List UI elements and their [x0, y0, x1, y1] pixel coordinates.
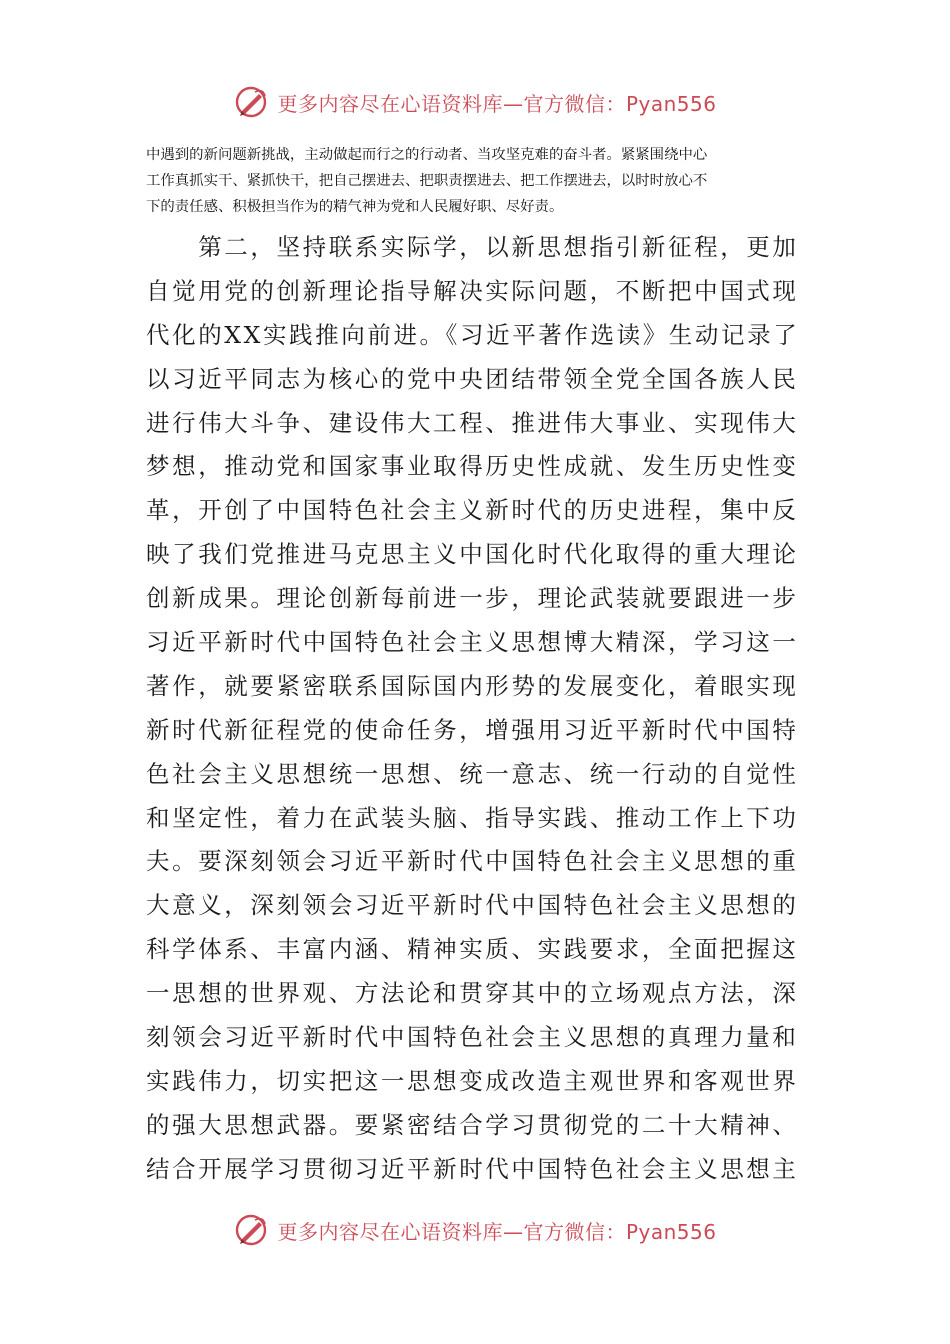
body-line: 色社会主义思想统一思想、统一意志、统一行动的自觉性: [146, 759, 799, 788]
header-banner: [0, 80, 950, 124]
intro-line: 下的责任感、积极担当作为的精气神为党和人民履好职、尽好责。: [146, 199, 564, 215]
body-line: 梦想，推动党和国家事业取得历史性成就、发生历史性变: [146, 452, 799, 481]
body-line: 一思想的世界观、方法论和贯穿其中的立场观点方法，深: [146, 979, 799, 1008]
pen-circle-icon: [233, 1212, 269, 1248]
pen-circle-icon: [233, 84, 269, 120]
body-line: 夫。要深刻领会习近平新时代中国特色社会主义思想的重: [146, 847, 799, 876]
body-line: 创新成果。理论创新每前进一步，理论武装就要跟进一步: [146, 584, 799, 613]
body-line: 映了我们党推进马克思主义中国化时代化取得的重大理论: [146, 540, 799, 569]
body-line: 实践伟力，切实把这一思想变成改造主观世界和客观世界: [146, 1066, 799, 1095]
intro-line: 工作真抓实干、紧抓快干，把自己摆进去、把职责摆进去、把工作摆进去，以时时放心不: [146, 173, 708, 189]
body-line: 第二，坚持联系实际学，以新思想指引新征程，更加: [146, 233, 799, 261]
body-line: 自觉用党的创新理论指导解决实际问题，不断把中国式现: [146, 276, 799, 305]
body-line: 大意义，深刻领会习近平新时代中国特色社会主义思想的: [146, 891, 799, 920]
header-banner-text: 更多内容尽在心语资料库—官方微信：Pyan556: [277, 91, 717, 116]
footer-banner-text: 更多内容尽在心语资料库—官方微信：Pyan556: [277, 1219, 717, 1244]
body-line: 科学体系、丰富内涵、精神实质、实践要求，全面把握这: [146, 935, 799, 964]
body-line: 习近平新时代中国特色社会主义思想博大精深，学习这一: [146, 628, 799, 657]
body-line: 以习近平同志为核心的党中央团结带领全党全国各族人民: [146, 364, 799, 393]
body-line: 的强大思想武器。要紧密结合学习贯彻党的二十大精神、: [146, 1110, 799, 1139]
body-line: 新时代新征程党的使命任务，增强用习近平新时代中国特: [146, 715, 799, 744]
body-line: 和坚定性，着力在武装头脑、指导实践、推动工作上下功: [146, 803, 799, 832]
body-line: 进行伟大斗争、建设伟大工程、推进伟大事业、实现伟大: [146, 408, 799, 437]
body-line: 刻领会习近平新时代中国特色社会主义思想的真理力量和: [146, 1023, 799, 1052]
body-line: 代化的XX实践推向前进。《习近平著作选读》生动记录了: [146, 320, 800, 349]
body-line: 结合开展学习贯彻习近平新时代中国特色社会主义思想主: [146, 1154, 799, 1183]
intro-line: 中遇到的新问题新挑战，主动做起而行之的行动者、当攻坚克难的奋斗者。紧紧围绕中心: [146, 147, 708, 163]
main-paragraph: [146, 226, 808, 1192]
body-line: 革，开创了中国特色社会主义新时代的历史进程，集中反: [146, 496, 799, 525]
footer-banner: [0, 1208, 950, 1252]
intro-paragraph: [146, 142, 808, 220]
body-line: 著作，就要紧密联系国际国内形势的发展变化，着眼实现: [146, 671, 799, 700]
